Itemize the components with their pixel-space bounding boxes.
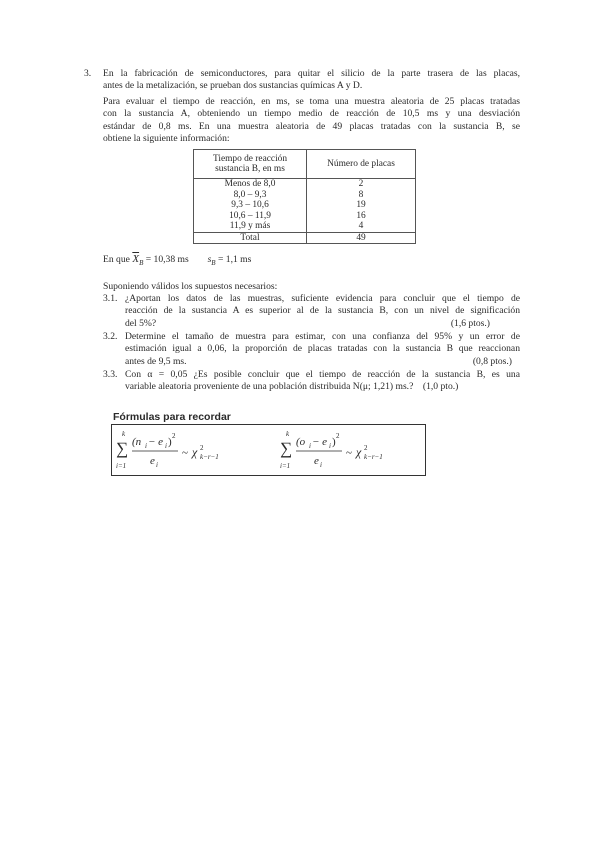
paragraph-line: estándar de 0,8 ms. En una muestra aleatoria de 49 placas tratadas con la sustancia B, se	[103, 120, 520, 132]
table-header-time	[194, 150, 307, 179]
numerator-sub2: i	[329, 442, 331, 450]
table-row	[194, 200, 416, 211]
question-line: ¿Aportan los datos de las muestras, suficiente evidencia para concluir que el tiempo de	[125, 293, 520, 304]
sum-upper: k	[286, 430, 290, 438]
table-header-count: Número de placas	[307, 150, 416, 179]
chi-sup: 2	[200, 444, 204, 452]
numerator-close: )	[168, 436, 172, 448]
denominator-sub: i	[320, 461, 322, 469]
sum-sign: ∑	[280, 439, 293, 458]
numerator-sub: i	[309, 442, 311, 450]
numerator-open: (n	[132, 436, 142, 448]
question-line: Con α = 0,05 ¿Es posible concluir que el tiempo de reacción de la sustancia B, es una	[125, 369, 520, 380]
chi-symbol: χ	[192, 445, 198, 459]
table-cell-range: 11,9 y más	[194, 221, 307, 232]
table-row	[194, 190, 416, 201]
distributed-as: ~	[346, 447, 352, 459]
numerator-close: )	[332, 436, 336, 448]
numerator-sub2: i	[165, 442, 167, 450]
chi-symbol: χ	[356, 445, 362, 459]
sum-lower: i=1	[280, 462, 291, 470]
formulas-title: Fórmulas para recordar	[113, 411, 231, 423]
question-3-2	[103, 331, 520, 368]
problem-number: 3.	[84, 68, 92, 79]
table-total-label: Total	[194, 232, 307, 244]
question-3-1	[103, 293, 520, 330]
question-line: antes de 9,5 ms.	[125, 355, 187, 367]
mean-symbol: $\overline{X}$	[132, 253, 140, 265]
chi-sub: k−r−1	[364, 453, 383, 461]
table-cell-range: 9,3 – 10,6	[194, 200, 307, 211]
mean-value: = 10,38 ms	[145, 254, 189, 265]
numerator-power: 2	[336, 432, 340, 440]
sd-subscript: B	[211, 258, 216, 267]
question-points: (0,8 ptos.)	[472, 355, 512, 367]
mean-subscript: B	[139, 258, 144, 267]
question-line: Determine el tamaño de muestra para estimar, con una confianza del 95% y un error de	[125, 331, 520, 342]
sample-stats	[103, 253, 251, 269]
stats-prefix: En que	[103, 254, 130, 265]
table-cell-range: 8,0 – 9,3	[194, 190, 307, 201]
table-total-value: 49	[307, 232, 416, 244]
problem-intro	[103, 68, 520, 93]
table-row	[194, 211, 416, 222]
header-line: Tiempo de reacción	[212, 153, 288, 164]
question-number: 3.2.	[103, 331, 118, 342]
denominator-sub: i	[156, 461, 158, 469]
paragraph-line: Para evaluar el tiempo de reacción, en ms, se toma una muestra aleatoria de 25 placas tratadas	[103, 96, 520, 107]
numerator-open: (o	[296, 436, 306, 448]
paragraph-line: obtiene la siguiente información:	[103, 132, 230, 144]
sum-lower: i=1	[116, 462, 127, 470]
numerator-mid: − e	[148, 436, 164, 448]
question-line: variable aleatoria proveniente de una población distribuida N(μ; 1,21) ms.?	[125, 381, 414, 393]
question-number: 3.1.	[103, 293, 118, 304]
sum-upper: k	[122, 430, 126, 438]
table-cell-count: 4	[307, 221, 416, 232]
table-row	[194, 221, 416, 232]
paragraph-line: con la sustancia A, obteniendo un tiempo medio de reacción de 10,5 ms y una desviación	[103, 108, 520, 120]
denominator: e	[314, 455, 319, 467]
sum-sign: ∑	[116, 439, 129, 458]
numerator-sub: i	[145, 442, 147, 450]
assumptions-text: Suponiendo válidos los supuestos necesarios:	[103, 281, 278, 292]
question-points: (1,0 pto.)	[422, 381, 459, 393]
table-cell-count: 16	[307, 211, 416, 222]
question-line: del 5%?	[125, 317, 157, 329]
question-number: 3.3.	[103, 369, 118, 380]
sd-value: = 1,1 ms	[217, 254, 252, 265]
question-line: estimación igual a 0,06, la proporción de placas tratadas con la sustancia B que reaccionan	[125, 343, 520, 355]
table-cell-range: Menos de 8,0	[194, 179, 307, 190]
problem-paragraph	[103, 96, 520, 145]
question-line: reacción de la sustancia A es superior al de la sustancia B, con un nivel de significación	[125, 305, 520, 317]
table-cell-count: 19	[307, 200, 416, 211]
chi-sub: k−r−1	[200, 453, 219, 461]
chi-sup: 2	[364, 444, 368, 452]
sd-symbol: s	[207, 254, 212, 265]
formula-chi-square-o	[280, 430, 383, 470]
question-3-3	[103, 369, 520, 394]
frequency-table	[193, 149, 416, 244]
table-cell-count: 2	[307, 179, 416, 190]
header-line: sustancia B, en ms	[215, 164, 285, 174]
intro-line: antes de la metalización, se prueban dos sustancias químicas A y D.	[103, 80, 363, 92]
denominator: e	[150, 455, 155, 467]
table-total-row	[194, 232, 416, 244]
question-points: (1,6 ptos.)	[450, 317, 490, 329]
table-row	[194, 179, 416, 190]
table-cell-count: 8	[307, 190, 416, 201]
distributed-as: ~	[182, 447, 188, 459]
numerator-mid: − e	[312, 436, 328, 448]
formula-svg	[112, 425, 425, 475]
formula-box	[111, 424, 426, 476]
intro-line: En la fabricación de semiconductores, para quitar el silicio de la parte trasera de las placas,	[103, 68, 520, 79]
formula-chi-square-n	[116, 430, 219, 470]
table-cell-range: 10,6 – 11,9	[194, 211, 307, 222]
numerator-power: 2	[172, 432, 176, 440]
